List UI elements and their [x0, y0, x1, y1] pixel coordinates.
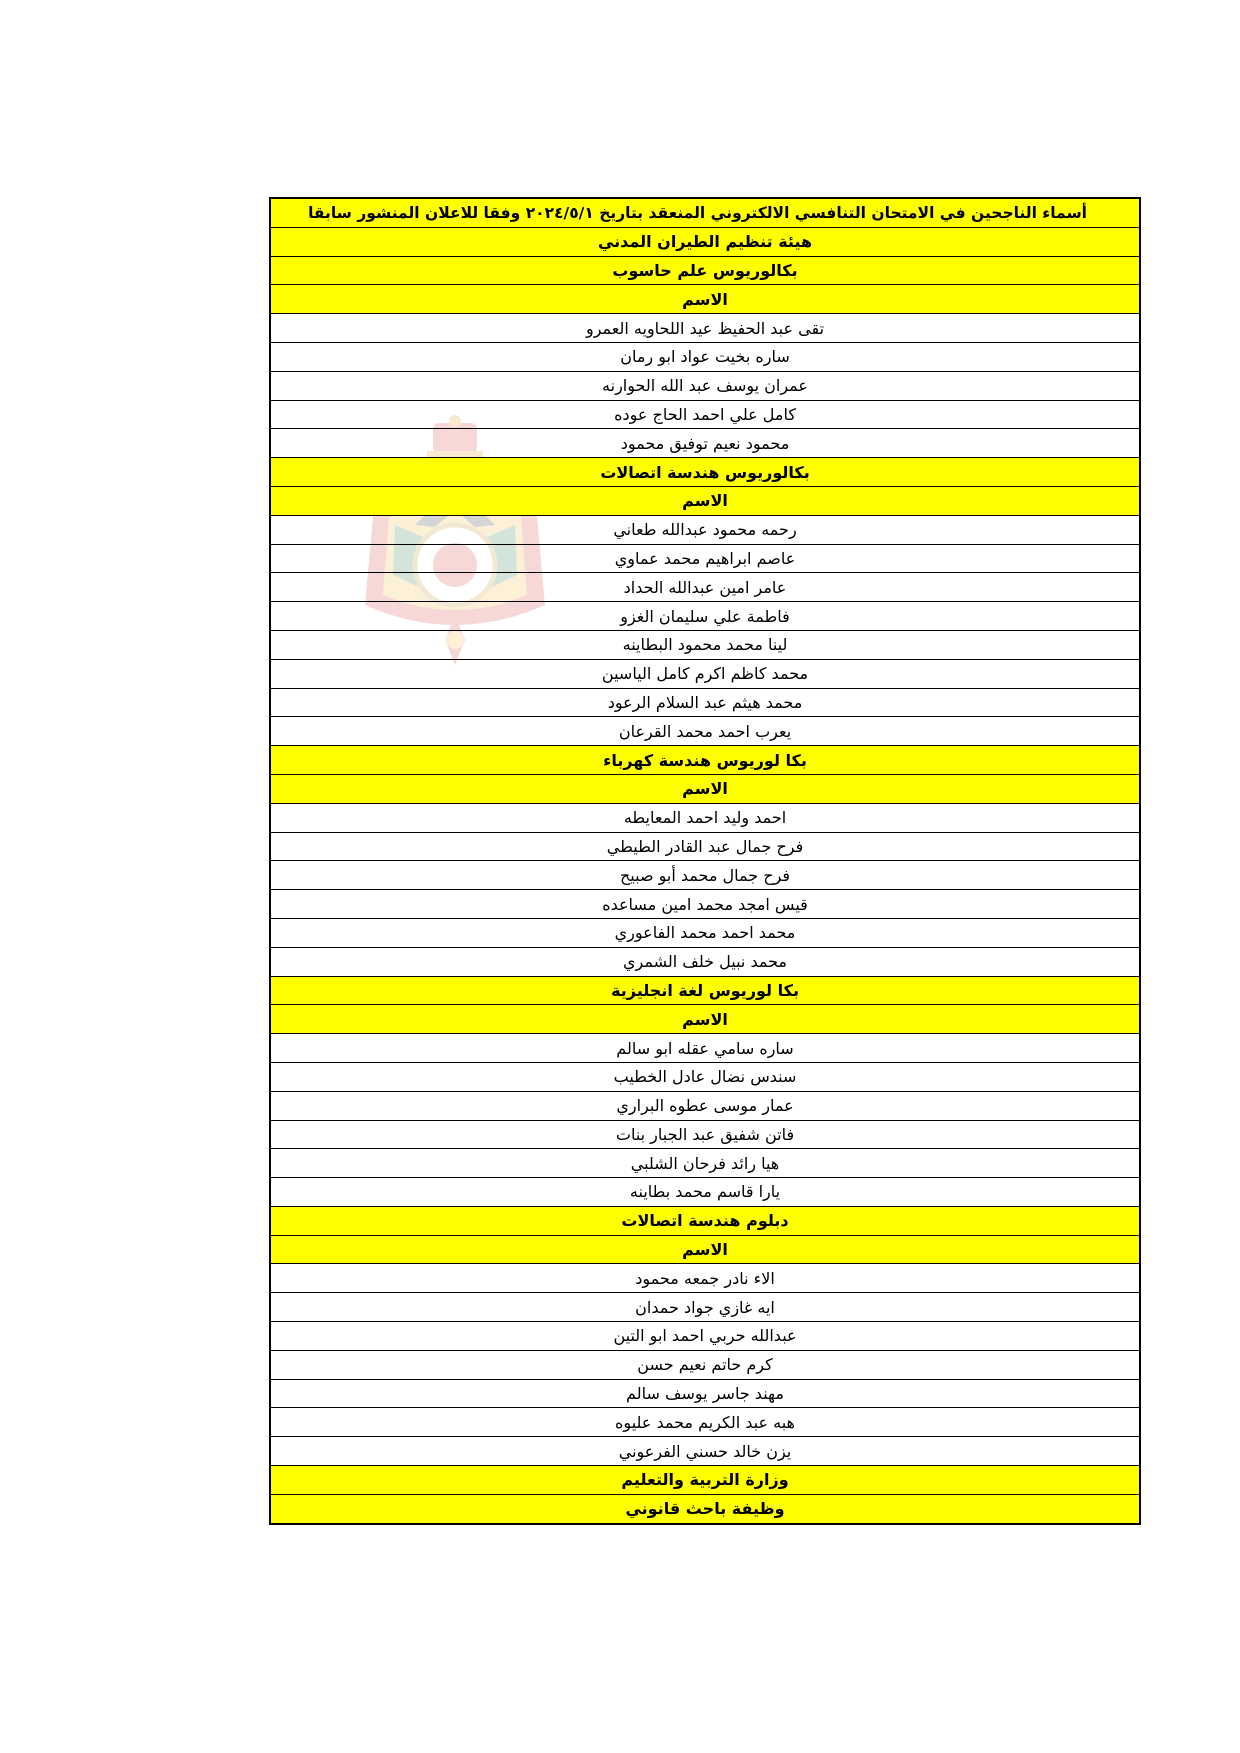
- table-row: مهند جاسر يوسف سالم: [271, 1380, 1139, 1409]
- table-row: يعرب احمد محمد القرعان: [271, 717, 1139, 746]
- table-row: محمد احمد محمد الفاعوري: [271, 919, 1139, 948]
- table-row: محمد كاظم اكرم كامل الياسين: [271, 660, 1139, 689]
- section-header-row: الاسم: [271, 1005, 1139, 1034]
- section-header-row: وظيفة باحث قانوني: [271, 1495, 1139, 1523]
- table-row: هيا رائد فرحان الشلبي: [271, 1149, 1139, 1178]
- section-header-row: وزارة التربية والتعليم: [271, 1466, 1139, 1495]
- table-row: عمار موسى عطوه البراري: [271, 1092, 1139, 1121]
- table-row: احمد وليد احمد المعايطه: [271, 804, 1139, 833]
- section-header-row: الاسم: [271, 487, 1139, 516]
- table-row: يزن خالد حسني الفرعوني: [271, 1437, 1139, 1466]
- table-row: هبه عبد الكريم محمد عليوه: [271, 1408, 1139, 1437]
- section-header-row: بكالوريوس علم حاسوب: [271, 257, 1139, 286]
- table-row: محمد هيثم عبد السلام الرعود: [271, 689, 1139, 718]
- section-header-row: الاسم: [271, 285, 1139, 314]
- table-row: تقى عبد الحفيظ عيد اللحاويه العمرو: [271, 314, 1139, 343]
- table-row: محمد نبيل خلف الشمري: [271, 948, 1139, 977]
- section-header-row: دبلوم هندسة اتصالات: [271, 1207, 1139, 1236]
- table-row: كرم حاتم نعيم حسن: [271, 1351, 1139, 1380]
- table-row: فرح جمال عبد القادر الطيطي: [271, 833, 1139, 862]
- table-row: ايه غازي جواد حمدان: [271, 1293, 1139, 1322]
- section-header-row: بكالوريوس هندسة اتصالات: [271, 458, 1139, 487]
- section-header-row: بكا لوريوس لغة انجليزية: [271, 977, 1139, 1006]
- table-row: كامل علي احمد الحاج عوده: [271, 401, 1139, 430]
- section-header-row: هيئة تنظيم الطيران المدني: [271, 228, 1139, 257]
- document-title: أسماء الناجحين في الامتحان التنافسي الالكتروني المنعقد بتاريخ ٢٠٢٤/٥/١ وفقا للاعلان المنشور سابقا: [271, 199, 1139, 228]
- section-header-row: الاسم: [271, 775, 1139, 804]
- table-row: سندس نضال عادل الخطيب: [271, 1063, 1139, 1092]
- section-header-row: بكا لوريوس هندسة كهرباء: [271, 746, 1139, 775]
- table-row: رحمه محمود عبدالله طعاني: [271, 516, 1139, 545]
- table-row: ساره بخيت عواد ابو رمان: [271, 343, 1139, 372]
- results-table: [269, 197, 1141, 1525]
- table-row: فرح جمال محمد أبو صبيح: [271, 861, 1139, 890]
- table-row: الاء نادر جمعه محمود: [271, 1264, 1139, 1293]
- table-row: عبدالله حربي احمد ابو التين: [271, 1322, 1139, 1351]
- table-row: لينا محمد محمود البطاينه: [271, 631, 1139, 660]
- table-row: قيس امجد محمد امين مساعده: [271, 890, 1139, 919]
- table-row: عمران يوسف عبد الله الحوارنه: [271, 372, 1139, 401]
- table-row: محمود نعيم توفيق محمود: [271, 429, 1139, 458]
- table-row: عامر امين عبدالله الحداد: [271, 573, 1139, 602]
- table-row: فاطمة علي سليمان الغزو: [271, 602, 1139, 631]
- table-row: فاتن شفيق عبد الجبار بنات: [271, 1121, 1139, 1150]
- section-header-row: الاسم: [271, 1236, 1139, 1265]
- table-row: يارا قاسم محمد بطاينه: [271, 1178, 1139, 1207]
- table-row: ساره سامي عقله ابو سالم: [271, 1034, 1139, 1063]
- table-row: عاصم ابراهيم محمد عماوي: [271, 545, 1139, 574]
